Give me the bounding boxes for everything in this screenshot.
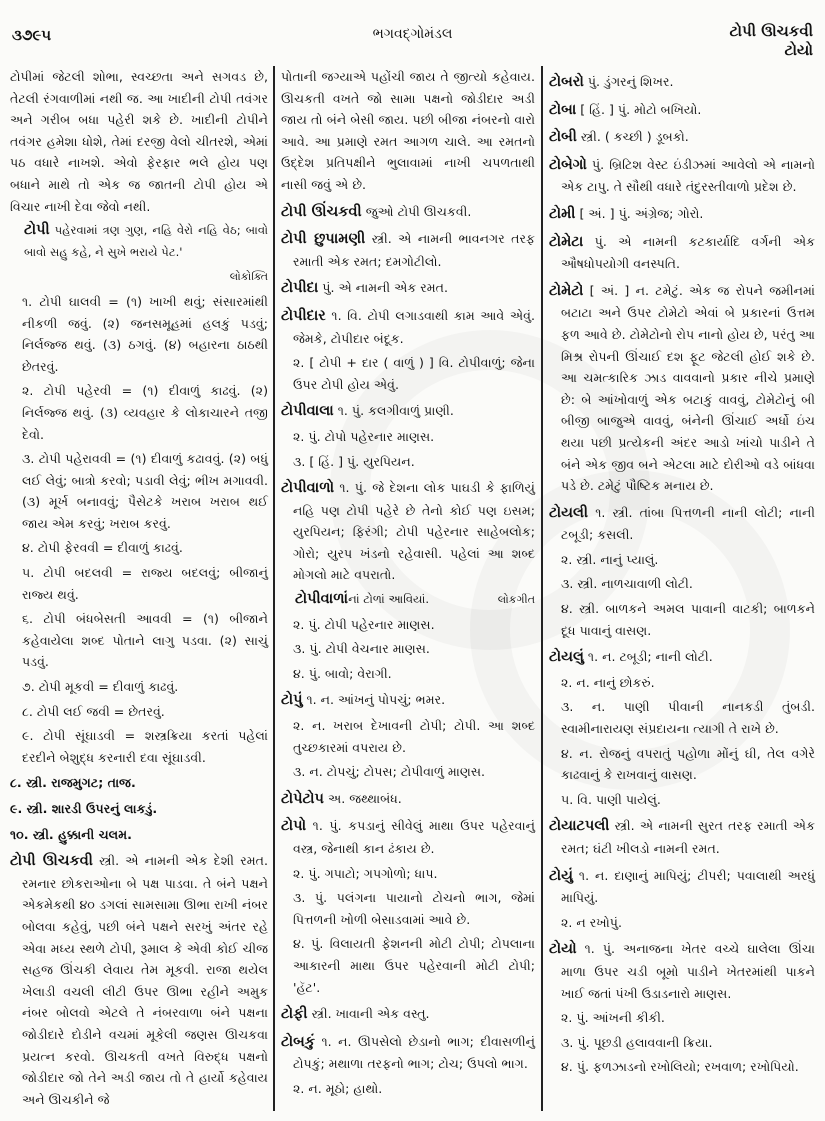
definition-text: સ્ત્રી. ખાવાની એક વસ્તુ. bbox=[307, 1006, 430, 1022]
definition-text: સ્ત્રી. ( કચ્છી ) ડૂબકો. bbox=[576, 129, 689, 145]
definition-text: ૩. ન. ટોપચું; ટોપસ; ટોપીવાળું માણસ. bbox=[293, 764, 486, 780]
definition-text: ૯. ટોપી સૂંઘાડવી = શસ્ત્રક્રિયા કરતાં પહેલાં દરદીને બેશુદ્ધ કરનારી દવા સૂંઘાડવી. bbox=[22, 728, 268, 765]
definition-text: ૧. ન. આંખનું પોપચું; ભમર. bbox=[302, 692, 446, 708]
definition-text: ૧. ટોપી ઘાલવી = (૧) ખાખી થવું; સંસારમાંથી નીકળી જવું. (૨) જનસમૂહમાં હલકું પડવું; નિર્લજ્જ થવું. (૩) ઠગવું. (૪) બહારના ઠાઠથી છેતરવું. bbox=[22, 293, 268, 374]
definition-text: ૫. વિ. પાણી પાયેલું. bbox=[561, 791, 661, 807]
definition-text: ૨. પું. ટોપી પહેરનાર માણસ. bbox=[293, 616, 435, 632]
dictionary-entry bbox=[549, 865, 815, 909]
dictionary-entry bbox=[549, 502, 815, 546]
definition-text: ૨. ન રખોપું. bbox=[561, 914, 622, 930]
definition-sense bbox=[549, 743, 815, 786]
dictionary-entry bbox=[549, 231, 815, 275]
headword: ટોપી છુપામણી bbox=[281, 231, 366, 248]
headword: ટોપેટોપ bbox=[281, 790, 324, 807]
headword: ટોયો bbox=[549, 941, 577, 958]
definition-sense bbox=[549, 1032, 815, 1054]
dictionary-entry bbox=[281, 689, 535, 712]
definition-sense bbox=[549, 672, 815, 694]
guide-word-last: ટોયો bbox=[784, 41, 813, 59]
headword: ટોમેટા bbox=[549, 233, 584, 250]
dictionary-entry bbox=[281, 477, 535, 586]
definition-text: ૧. પું. કપડાનું સીવેલું માથા ઉપર પહેરવાનું વસ્ત્ર, જેનાથી કાન ઢંકાય છે. bbox=[293, 818, 535, 856]
column-divider bbox=[273, 66, 275, 1111]
definition-sense bbox=[549, 598, 815, 641]
definition-text: ૩. પું. પલંગના પાયાનો ટોચનો ભાગ, જેમાં પિત્તળની ખોળી બેસાડવામાં આવે છે. bbox=[293, 890, 535, 927]
dictionary-entry bbox=[281, 400, 535, 423]
definition-text: ૮. સ્ત્રી. રાજમુગટ; તાજ. bbox=[10, 775, 136, 791]
dictionary-entry bbox=[549, 280, 815, 497]
definition-text: ૧. પું. કલગીવાળું પ્રાણી. bbox=[333, 403, 454, 419]
dictionary-entry bbox=[549, 646, 815, 669]
definition-text: પહેરવામાં ત્રણ ગુણ, નહિ વેરો નહિ વેઠ; બાવો બાવો સહુ કહે, ને સુખે ભરાયે પેટ.' bbox=[24, 223, 268, 259]
dictionary-entry bbox=[549, 938, 815, 1004]
dictionary-entry bbox=[549, 203, 815, 226]
definition-text: લોકોક્તિ bbox=[229, 270, 268, 284]
definition-text: ૧. ન. ઊપસેલો છેડાનો ભાગ; દીવાસળીનું ટોપકું; મથાળા તરફનો ભાગ; ટોચ; ઉપલો ભાગ. bbox=[293, 1033, 535, 1072]
definition-text: ૨. [ ટોપી + દાર ( વાળું ) ] વિ. ટોપીવાળું; જેના ઉપર ટોપી હોય એવું. bbox=[293, 355, 535, 392]
definition-text: ૪. ન. રોજનું વપરાતું પહોળા મોંનું ઘી, તેલ વગેરે કાઢવાનું કે રાખવાનું વાસણ. bbox=[561, 745, 815, 783]
definition-text: ૩. પું. ટોપી વેચનાર માણસ. bbox=[293, 641, 430, 657]
definition-sense bbox=[281, 863, 535, 885]
headword: ટોપી bbox=[24, 222, 50, 239]
page-header bbox=[0, 22, 825, 62]
definition-text: સ્ત્રી. એ નામની એક દેશી રમત. રમનાર છોકરાઓના બે પક્ષ પાડવા. તે બંને પક્ષને એકમેકથી ૪૦ ડગલાં સામસામા ઊભા રાખી નંબર બોલવા કહેવું, પછી બંને પક્ષને સરખું અંતર રહે એવા મધ્ય સ્થળે ટોપી, રૂમાલ કે એવી કોઈ ચીજ સહજ ઊંચકી લેવાય તેમ મૂકવી. રાજા થયેલ ખેલાડી વચલી લીટી ઉપર ઊભા રહીને અમુક નંબર બોલવો એટલે તે નંબરવાળા બંને પક્ષના જોડીદારે દોડીને વચમાં મૂકેલી જણસ ઊચકવા પ્રયત્ન કરવો. ઊચકતી વખતે વિરુદ્ધ પક્ષનો જોડીદાર જો તેને અડી જાય તો તે હાર્યો કહેવાય અને ઊચકીને જે bbox=[22, 853, 268, 1107]
definition-text: ૧. પું. જે દેશના લોક પાઘડી કે ફાળિયું નહિ પણ ટોપી પહેરે છે તેનો કોઈ પણ ઇસમ; યુરપિયન; ફિરંગી; ટોપી પહેરનાર સાહેબલોક; ગોરો; યુરપ ખંડનો રહેવાસી. પહેલાં આ શબ્દ મોગલો માટે વપરાતો. bbox=[293, 480, 535, 583]
definition-text: ૨. સ્ત્રી. નાનું પ્યાલું. bbox=[561, 551, 659, 567]
dictionary-entry bbox=[549, 815, 815, 859]
definition-sense bbox=[10, 701, 268, 723]
definition-text: ૨. ન. નાનું છોકરું. bbox=[561, 674, 655, 690]
definition-text: ૨. ન. મૂઠો; હાથો. bbox=[293, 1080, 383, 1096]
headword: ટોયું bbox=[549, 867, 573, 884]
definition-sense bbox=[281, 887, 535, 930]
definition-text: નાં ટોળાં આવિયાં. bbox=[348, 592, 430, 607]
headword: ટોપીદા bbox=[281, 280, 319, 297]
dictionary-entry bbox=[281, 201, 535, 224]
definition-text: ૩. સ્ત્રી. નાળચાવાળી લોટી. bbox=[561, 576, 693, 592]
book-title: ભગવદ્ગોમંડલ bbox=[372, 26, 453, 42]
headword: ટોપીવાળો bbox=[281, 480, 335, 497]
definition-sense bbox=[10, 291, 268, 377]
headword: ટોયાટપલી bbox=[549, 818, 610, 835]
dictionary-entry bbox=[281, 815, 535, 859]
definition-text: ૫. ટોપી બદલવી = રાજ્ય બદલવું; બીજાનું રાજ્ય થવું. bbox=[22, 565, 268, 602]
definition-text: ૨. પું. ગપાટો; ગપગોળો; ધાપ. bbox=[293, 865, 438, 881]
definition-text: પું. ડુંગરનું શિખર. bbox=[583, 74, 674, 89]
definition-text: ૧. વિ. ટોપી લગાડવાથી કામ આવે એવું. જેમકે, ટોપીદાર બંદૂક. bbox=[293, 307, 535, 346]
headword: ટોમેટો bbox=[549, 282, 584, 299]
definition-sense bbox=[10, 537, 268, 559]
definition-sense bbox=[10, 448, 268, 534]
definition-sense bbox=[281, 1078, 535, 1100]
definition-text: ૩. પું. પૂછડી હલાવવાની ક્રિયા. bbox=[561, 1034, 713, 1050]
definition-text: ૯. સ્ત્રી. શારડી ઉપરનું લાકડું. bbox=[10, 801, 158, 816]
page-number: ૩૭૯૫ bbox=[12, 26, 52, 44]
guide-words bbox=[730, 22, 813, 60]
column-divider bbox=[541, 66, 543, 1111]
definition-sense bbox=[10, 380, 268, 445]
quote-attribution bbox=[10, 266, 268, 288]
quotation bbox=[281, 589, 535, 611]
definition-sense bbox=[10, 824, 268, 846]
definition-sense bbox=[10, 608, 268, 673]
definition-sense bbox=[10, 798, 268, 820]
definition-sense bbox=[549, 789, 815, 811]
definition-text: અ. જથ્થાબંધ. bbox=[323, 790, 402, 806]
definition-sense bbox=[549, 696, 815, 739]
definition-sense bbox=[549, 549, 815, 571]
headword: ટોપીવાલા bbox=[281, 403, 334, 420]
definition-text: ૨. ન. ખરાબ દેખાવની ટોપી; ટોપી. આ શબ્દ તુચ્છકારમાં વપરાય છે. bbox=[293, 718, 535, 755]
definition-text: ૩. [ હિં. ] પું. યુરપિયન. bbox=[293, 453, 415, 469]
dictionary-entry bbox=[281, 788, 535, 811]
definition-sense bbox=[281, 933, 535, 998]
definition-text: ૮. ટોપી લઈ જવી = છેતરવું. bbox=[22, 703, 165, 719]
definition-sense bbox=[281, 663, 535, 685]
definition-text: ૪. પું. વિલાયતી ફેશનની મોટી ટોપી; ટોપલાના આકારની માથા ઉપર પહેરવાની મોટી ટોપી; 'હૅટ'. bbox=[293, 936, 535, 995]
definition-text: ૩. ટોપી પહેરાવવી = (૧) દીવાળું કઢાવવું. (૨) બધું લઈ લેવું; બાત્રો કરવો; પડાવી લેવું; ભીખ મગાવવી. (૩) મૂર્ખ બનાવવું; પૈસેટકે ખરાબ ખરાબ થઈ જાય એમ કરવું; ખરાબ કરવું. bbox=[22, 451, 268, 531]
headword: ટોપી ઊચકવી bbox=[10, 853, 93, 870]
definition-sense bbox=[281, 352, 535, 395]
definition-sense bbox=[549, 912, 815, 934]
guide-word-first: ટોપી ઊચકવી bbox=[729, 22, 813, 40]
headword: ટોબી bbox=[549, 129, 577, 146]
headword: ટોપો bbox=[281, 818, 307, 835]
definition-sense bbox=[10, 562, 268, 605]
headword: ટોબકું bbox=[281, 1033, 315, 1050]
definition-text: ૨. પું. ટોપો પહેરનાર માણસ. bbox=[293, 428, 435, 444]
definition-sense bbox=[549, 1007, 815, 1029]
definition-text: ટોપીમાં જેટલી શોભા, સ્વચ્છતા અને સગવડ છે, તેટલી રંગવાળીમાં નથી જ. આ ખાદીની ટોપી તવંગર અને ગરીબ બધા પહેરી શકે છે. ખાદીની ટોપીને તવંગર હમેશા ધોશે, તેમાં દરજી વેલો ચીતરશે, એમાં પઠ વધારે નાખશે. એવો ફેરફાર ભલે હોય પણ બધાને માથે તો એક જ જાતની ટોપી હોય એ વિચાર નાખી દેવા જેવો નથી. bbox=[10, 69, 268, 214]
dictionary-entry bbox=[549, 126, 815, 149]
definition-sense bbox=[281, 638, 535, 660]
definition-sense bbox=[281, 451, 535, 473]
dictionary-entry bbox=[281, 1003, 535, 1026]
definition-sense bbox=[281, 715, 535, 758]
dictionary-entry bbox=[281, 277, 535, 300]
headword: ટોયલું bbox=[549, 649, 584, 666]
definition-sense bbox=[281, 66, 535, 196]
headword: ટોપી ઊંચકવી bbox=[281, 203, 362, 220]
column-3 bbox=[549, 66, 815, 1081]
definition-text: [ અં. ] પું. અંગ્રેજ; ગોરો. bbox=[575, 205, 704, 221]
definition-sense bbox=[549, 573, 815, 595]
definition-text: પું. બ્રિટિશ વેસ્ટ ઇંડીઝમાં આવેલો એ નામનો એક ટાપુ. તે સૌથી વધારે તંદુરસ્તીવાળો પ્રદેશ છે. bbox=[561, 156, 815, 195]
headword: ટોયલી bbox=[549, 504, 589, 521]
definition-sense bbox=[10, 725, 268, 768]
definition-text: ૬. ટોપી બંધબેસતી આવવી = (૧) બીજાને કહેવાયેલા શબ્દ પોતાને લાગુ પડવા. (૨) સાચું પડવું. bbox=[22, 611, 268, 670]
headword: ટોબા bbox=[549, 101, 577, 118]
definition-text: [ અં. ] ન. ટમેટું. એક જ રોપને જમીનમાં બટાટા અને ઉપર ટોમેટો એવાં બે પ્રકારનાં ઉત્તમ ફળ આવે છે. ટોમેટોનો રોપ નાનો હોય છે, પરંતુ આ મિશ્ર રોપની ઊંચાઈ દશ ફૂટ જેટલી હોઈ શકે છે. આ ચમત્કારિક ઝાડ વાવવાનો પ્રકાર નીચે પ્રમાણે છે: બે આંખોવાળું એક બટાકું વાવવું, ટોમેટોનું બી બીજી બાજુએ વાવવું, બંનેની ઊંચાઈ અર્ધો ઇંચ થયા પછી પ્રત્યેકની અંદર આડો ખાંચો પાડીને તે બંને એક જીવ બને એટલા માટે દોરીઓ વડે બાંધવા પડે છે. ટમેટું પૌષ્ટિક મનાય છે. bbox=[561, 282, 815, 494]
dictionary-entry bbox=[281, 228, 535, 272]
definition-text: ૪. ટોપી ફેરવવી = દીવાળું કાઢવું. bbox=[22, 540, 183, 556]
headword: ટોપીવાળાં bbox=[295, 591, 349, 608]
definition-sense bbox=[10, 66, 268, 217]
headword: ટોપું bbox=[281, 692, 303, 709]
definition-text: ૨. ટોપી પહેરવી = (૧) દીવાળું કાઢવું. (૨) નિર્લજ્જ થવું. (૩) વ્યવહાર કે લોકાચારને તજી દેવો. bbox=[22, 383, 268, 442]
definition-sense bbox=[10, 676, 268, 698]
dictionary-entry bbox=[281, 1031, 535, 1075]
definition-text: ૭. ટોપી મૂકવી = દીવાળું કાઢવું. bbox=[22, 679, 179, 695]
definition-text: ૪. સ્ત્રી. બાળકને અમલ પાવાની વાટકી; બાળકને દૂધ પાવાનું વાસણ. bbox=[561, 601, 815, 638]
definition-text: ૩. ન. પાણી પીવાની નાનકડી તુંબડી. સ્વામીનારાયણ સંપ્રદાયના ત્યાગી તે રાખે છે. bbox=[561, 699, 815, 737]
definition-sense bbox=[281, 761, 535, 783]
definition-text: ૪. પું. ફળઝાડનો રખોલિયો; રખવાળ; રખોપિયો. bbox=[561, 1059, 799, 1075]
definition-text: ૧. ન. ટબૂડી; નાની લોટી. bbox=[583, 649, 713, 665]
definition-text: ૨. પું. આંખની કીકી. bbox=[561, 1010, 665, 1026]
definition-text: ૧૦. સ્ત્રી. હુક્કાની ચલમ. bbox=[10, 826, 132, 842]
headword: ટોબેગો bbox=[549, 156, 587, 173]
quote-attribution: લોકગીત bbox=[497, 593, 535, 607]
headword: ટોફી bbox=[281, 1006, 308, 1023]
dictionary-entry bbox=[549, 99, 815, 122]
column-1 bbox=[10, 66, 268, 1113]
definition-text: સ્ત્રી. એ નામની ભાવનગર તરફ રમાતી એક રમત; દમગોટીલો. bbox=[293, 231, 535, 269]
definition-text: ૧. સ્ત્રી. તાંબા પિત્તળની નાની લોટી; નાની ટબૂડી; કસલી. bbox=[561, 504, 815, 543]
definition-text: પું. એ નામની એક રમત. bbox=[318, 280, 449, 296]
definition-text: પું. એ નામની કટકાર્યાદિ વર્ગની એક ઔષધોપયોગી વનસ્પતિ. bbox=[561, 233, 815, 272]
definition-text: જુઓ ટોપી ઊચકવી. bbox=[361, 203, 472, 219]
headword: ટોબરો bbox=[549, 74, 584, 90]
dictionary-entry bbox=[549, 154, 815, 198]
definition-text: ૧. ન. દાણાનું માપિયું; ટીપરી; પવાલાથી અરધું માપિયું. bbox=[561, 867, 815, 906]
definition-text: ૪. પું. બાવો; વેરાગી. bbox=[293, 665, 392, 681]
definition-sense bbox=[281, 614, 535, 636]
definition-text: [ હિં. ] પું. મોટો બખિયો. bbox=[576, 101, 702, 117]
dictionary-entry bbox=[281, 305, 535, 349]
headword: ટોપીદાર bbox=[281, 307, 326, 324]
definition-text: ૧. પું. અનાજના ખેતર વચ્ચે ઘાલેલા ઊંચા માળા ઉપર ચડી બૂમો પાડીને ખેતરમાંથી પાકને ખાઈ જતાં પંખી ઉડાડનારો માણસ. bbox=[561, 941, 815, 1001]
definition-text: સ્ત્રી. એ નામની સુરત તરફ રમાતી એક રમત; ઘંટી ખીલડો નામની રમત. bbox=[561, 818, 815, 856]
dictionary-entry bbox=[549, 71, 815, 94]
definition-sense bbox=[281, 426, 535, 448]
definition-sense bbox=[549, 1056, 815, 1078]
definition-sense bbox=[10, 772, 268, 794]
dictionary-entry bbox=[10, 850, 268, 1110]
quotation bbox=[10, 220, 268, 263]
definition-text: પોતાની જગ્યાએ પહોંચી જાય તે જીત્યો કહેવાય. ઊચકતી વખતે જો સામા પક્ષનો જોડીદાર અડી જાય તો બંને બેસી જાય. પછી બીજા નંબરનો વારો આવે. આ પ્રમાણે રમત આગળ ચાલે. આ રમતનો ઉદ્દેશ પ્રતિપક્ષીને ભુલાવામાં નાખી ચપળતાથી નાસી જવું એ છે. bbox=[281, 69, 535, 192]
headword: ટોમી bbox=[549, 205, 576, 222]
column-2 bbox=[281, 66, 535, 1103]
